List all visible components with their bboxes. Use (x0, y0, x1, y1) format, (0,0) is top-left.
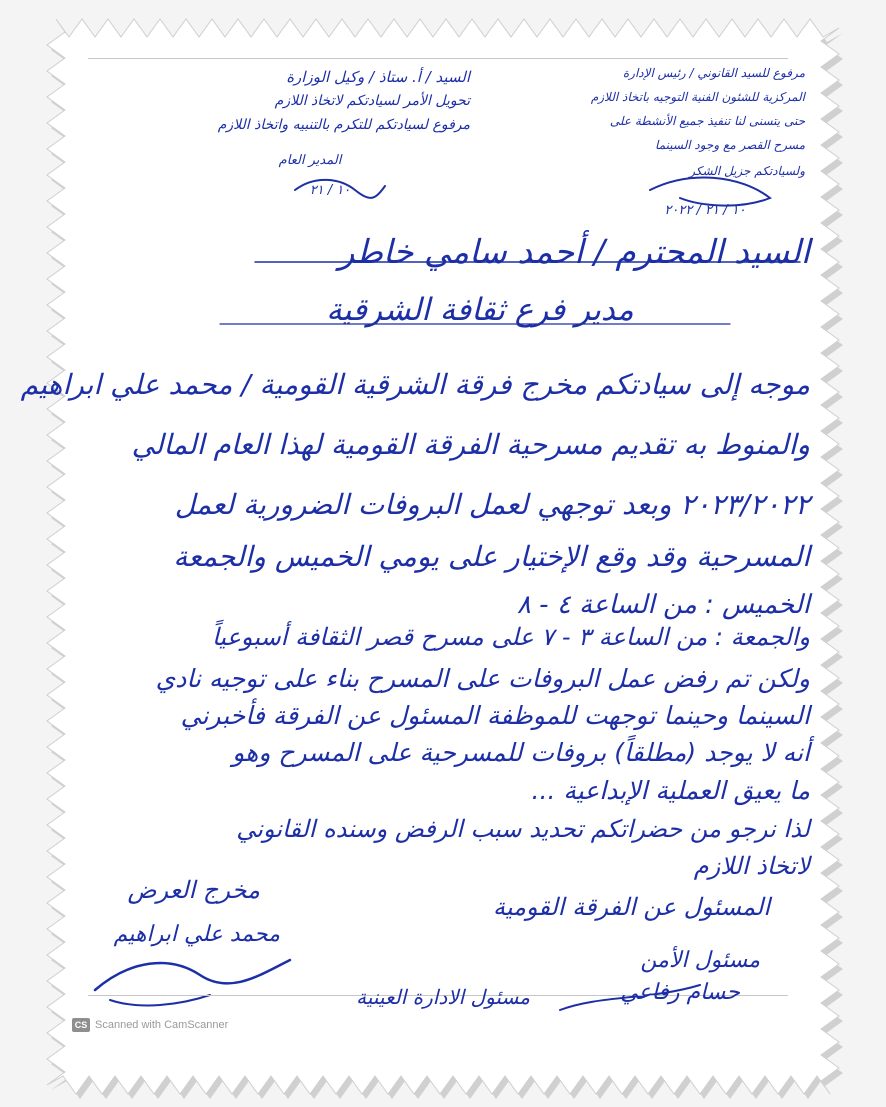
responsible-label: المسئول عن الفرقة القومية (492, 893, 770, 921)
left-annotation-line: مرفوع لسيادتكم للتكرم بالتنبيه واتخاذ اللازم (217, 117, 470, 133)
ruled-line (88, 58, 788, 59)
director-label: مخرج العرض (127, 876, 260, 904)
right-annotation-date: ١٠ / ٢١ / ٢٠٢٢ (664, 203, 746, 218)
recipient-title: مدير فرع ثقافة الشرقية (326, 292, 634, 328)
left-annotation-line: السيد / أ. ستاذ / وكيل الوزارة (286, 68, 470, 86)
camscanner-text: Scanned with CamScanner (95, 1019, 229, 1031)
body-line: ولكن تم رفض عمل البروفات على المسرح بناء على توجيه نادي (155, 664, 810, 693)
body-line: والجمعة : من الساعة ٣ - ٧ على مسرح قصر الثقافة أسبوعياً (212, 623, 810, 651)
right-annotation-line: مرفوع للسيد القانوني / رئيس الإدارة (622, 66, 805, 80)
body-line: أنه لا يوجد (مطلقاً) بروفات للمسرحية على المسرح وهو (232, 738, 810, 767)
right-annotation-line: ولسيادتكم جزيل الشكر (689, 164, 805, 178)
body-line: والمنوط به تقديم مسرحية الفرقة القومية لهذا العام المالي (131, 428, 810, 461)
signature-name-1: مسئول الأمن (640, 948, 760, 973)
body-line: المسرحية وقد وقع الإختيار على يومي الخميس والجمعة (173, 540, 810, 573)
salutation: السيد المحترم / أحمد سامي خاطر (338, 232, 810, 271)
body-line: ما يعيق العملية الإبداعية ... (531, 776, 810, 805)
body-line: ٢٠٢٣/٢٠٢٢ وبعد توجهي لعمل البروفات الضرورية لعمل (174, 488, 810, 521)
left-annotation-line: المدير العام (278, 153, 342, 168)
right-annotation-line: مسرح القصر مع وجود السينما (655, 138, 805, 152)
body-line: لاتخاذ اللازم (693, 852, 810, 880)
body-line: السينما وحينما توجهت للموظفة المسئول عن الفرقة فأخبرني (180, 701, 810, 730)
camscanner-watermark (72, 1018, 228, 1032)
body-line: الخميس : من الساعة ٤ - ٨ (516, 590, 810, 620)
body-line: لذا نرجو من حضراتكم تحديد سبب الرفض وسنده القانوني (236, 815, 810, 843)
left-annotation-line: تحويل الأمر لسيادتكم لاتخاذ اللازم (274, 93, 470, 109)
right-annotation-line: حتى يتسنى لنا تنفيذ جميع الأنشطة على (609, 114, 805, 128)
left-annotation-date: ١٠ / ٢١ (309, 183, 351, 198)
director-name: محمد علي ابراهيم (113, 922, 280, 947)
right-annotation-line: المركزية للشئون الفنية التوجيه باتخاذ اللازم (590, 90, 805, 104)
signature-name-2: حسام رفاعي (620, 980, 740, 1005)
camscanner-badge: CS (72, 1018, 90, 1032)
role-label: مسئول الادارة العينية (356, 985, 530, 1009)
body-line: موجه إلى سيادتكم مخرج فرقة الشرقية القومية / محمد علي ابراهيم (20, 368, 810, 401)
